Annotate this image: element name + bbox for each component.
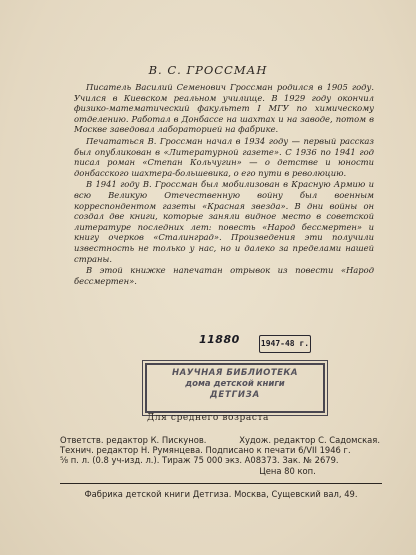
imprint-block [60,435,380,476]
date-stamp: 1947-48 г. [259,335,311,353]
library-stamp-line: дома детской книги [185,379,285,389]
bio-paragraph: В этой книжке напечатан отрывок из повести «Народ бессмертен». [74,265,374,286]
divider [60,483,382,484]
age-group-label: Для среднего возраста [146,413,270,423]
volume-line: ⅝ п. л. (0.8 уч-изд. л.). Тираж 75 000 экз. А08373. Зак. № 2679. [60,455,339,466]
price: Цена 80 коп. [259,465,316,476]
editors-row [60,435,380,445]
inventory-number: 11880 [199,333,240,346]
technical-editor-line: Технич. редактор Н. Румянцева. Подписано к печати 6/VII 1946 г. [60,445,351,456]
author-heading: В. С. ГРОССМАН [148,63,268,77]
library-stamp-line: НАУЧНАЯ БИБЛИОТЕКА [172,368,298,378]
library-stamp-line: ДЕТГИЗА [210,390,260,400]
printer-address: Фабрика детской книги Детгиза. Москва, Сущевский вал, 49. [84,489,358,499]
bio-paragraph: Писатель Василий Семенович Гроссман родился в 1905 году. Учился в Киевском реальном училище. В 1929 году окончил физико-математический факультет I МГУ по химическому отделению. Работал в Донбассе на шахтах и на заводе, потом в Москве заведовал лабораторией на фабрике. [74,82,374,135]
responsible-editor: Ответств. редактор К. Пискунов. [60,435,207,445]
library-stamp [145,363,325,413]
bio-paragraph: Печататься В. Гроссман начал в 1934 году — первый рассказ был опубликован в «Литературной газете». С 1936 по 1941 год писал роман «Степан Кольчугин» — о детстве и юности донбасского шахтера-большевика, о его пути в революцию. [74,135,374,178]
bio-paragraph: В 1941 году В. Гроссман был мобилизован в Красную Армию и всю Великую Отечественную войну был военным корреспондентом газеты «Красная звезда». В дни войны он создал две книги, которые заняли видное место в советской литературе последних лет: повесть «Народ бессмертен» и книгу очерков «Сталинград». Произведения эти получили известность не только у нас, но и далеко за пределами нашей страны. [74,179,374,264]
art-editor: Худож. редактор С. Садомская. [239,435,380,445]
author-biography [74,82,374,287]
